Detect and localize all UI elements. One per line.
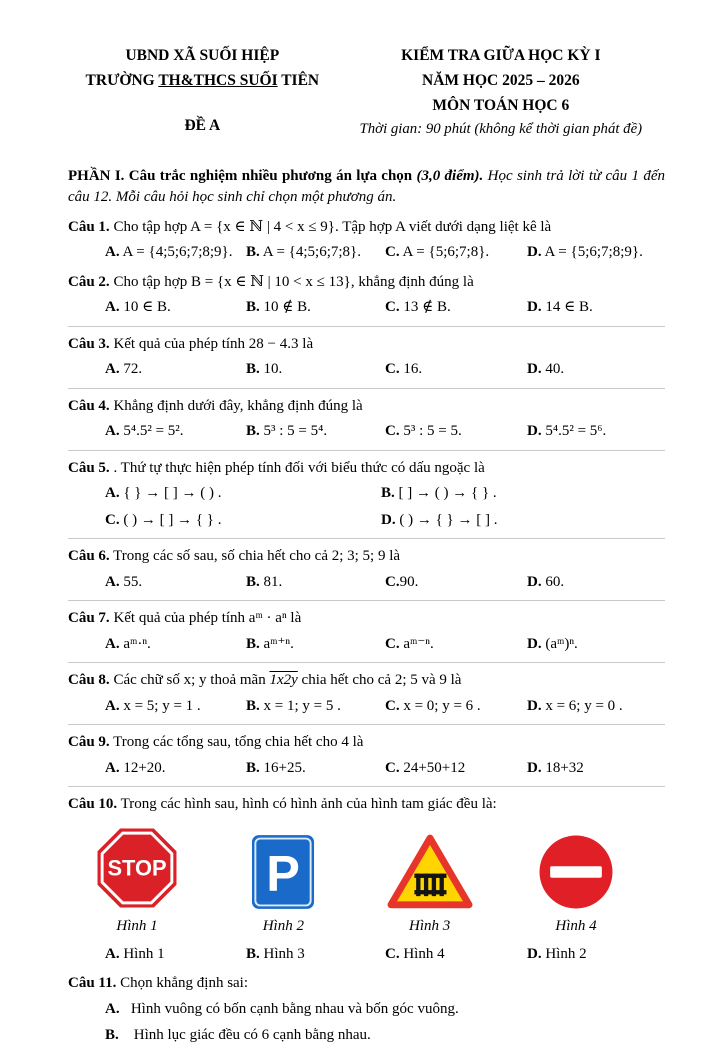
parking-sign-text: P: [266, 844, 301, 902]
option-letter: C.: [385, 635, 400, 652]
option-text: ( ) → [ ] → { } .: [123, 511, 222, 528]
parking-sign-icon: [251, 834, 315, 910]
option-text: 60.: [545, 573, 565, 590]
option-text: Hình lục giác đều có 6 cạnh bằng nhau.: [133, 1026, 371, 1043]
question-8: [68, 670, 665, 725]
part1-intro: [68, 166, 665, 209]
option-text: 24+50+12: [403, 759, 466, 776]
option-text: Hình 1: [123, 945, 165, 962]
option-d: [527, 571, 665, 594]
option-text: A = {5;6;7;8}.: [402, 244, 490, 261]
option-c: [385, 757, 523, 780]
question-7-options: [105, 633, 665, 656]
option-a: [105, 296, 242, 319]
question-1-stem: [68, 217, 665, 239]
option-c: [105, 509, 377, 532]
option-b: [246, 695, 381, 718]
option-text: aᵐ⁻ⁿ.: [403, 635, 434, 652]
figure-3: [371, 832, 489, 935]
option-text: x = 5; y = 1 .: [123, 697, 201, 714]
part1-points: (3,0 điểm).: [416, 168, 484, 185]
option-b: [246, 296, 381, 319]
question-5: [68, 458, 665, 539]
option-letter: B.: [246, 635, 260, 652]
option-letter: B.: [246, 361, 260, 378]
option-letter: A.: [105, 945, 120, 962]
question-text: Trong các hình sau, hình có hình ảnh của hình tam giác đều là:: [120, 795, 497, 812]
option-letter: D.: [527, 573, 542, 590]
header-left: [68, 44, 337, 142]
question-number: Câu 7.: [68, 609, 110, 626]
school-year: NĂM HỌC 2025 – 2026: [422, 71, 580, 89]
question-text: Cho tập hợp A = {x ∈ ℕ | 4 < x ≤ 9}. Tập hợp A viết dưới dạng liệt kê là: [113, 218, 552, 235]
option-text: 5⁴.5² = 5².: [123, 423, 184, 440]
option-letter: C.: [385, 697, 400, 714]
question-10-options: [105, 943, 665, 966]
figure-caption: Hình 2: [262, 917, 304, 934]
question-5-options: [105, 482, 665, 532]
question-2: [68, 272, 665, 327]
option-text: aᵐ·ⁿ.: [123, 635, 151, 652]
question-4-stem: [68, 396, 665, 418]
option-letter: D.: [381, 511, 396, 528]
question-text: Trong các tổng sau, tổng chia hết cho 4 là: [113, 733, 364, 750]
option-letter: B.: [246, 945, 260, 962]
option-text: Hình 4: [403, 945, 445, 962]
option-letter: B.: [246, 697, 260, 714]
option-d: [527, 757, 665, 780]
option-letter: B.: [105, 1026, 119, 1043]
question-number: Câu 11.: [68, 974, 117, 991]
question-number: Câu 6.: [68, 547, 110, 564]
option-text: Hình 3: [263, 945, 305, 962]
question-10: [68, 794, 665, 966]
option-text: 16+25.: [263, 759, 306, 776]
stop-sign-text: STOP: [107, 855, 167, 881]
option-text: 10 ∉ B.: [263, 299, 311, 316]
option-text: { } → [ ] → ( ) .: [123, 485, 222, 502]
option-letter: D.: [527, 423, 542, 440]
option-text: ( ) → { } → [ ] .: [399, 511, 498, 528]
question-2-options: [105, 296, 665, 319]
option-a: [105, 695, 242, 718]
exam-duration: Thời gian: 90 phút (không kể thời gian phát đề): [359, 121, 643, 138]
option-text: 40.: [545, 361, 565, 378]
no-entry-sign-icon: [538, 834, 614, 910]
question-5-stem: [68, 458, 665, 480]
option-letter: D.: [527, 635, 542, 652]
issuer-line: UBND XÃ SUỐI HIỆP: [125, 47, 280, 64]
option-letter: A.: [105, 244, 120, 261]
exam-code: ĐỀ A: [184, 116, 221, 134]
question-number: Câu 3.: [68, 335, 110, 352]
option-letter: A.: [105, 635, 120, 652]
figure-caption: Hình 3: [409, 917, 451, 934]
figure-caption: Hình 4: [555, 917, 597, 934]
figure-2: [224, 834, 342, 935]
question-text: Khẳng định dưới đây, khẳng định đúng là: [113, 397, 363, 414]
option-text: 5⁴.5² = 5⁶.: [545, 423, 607, 440]
option-text: 14 ∈ B.: [545, 299, 593, 316]
option-letter: B.: [246, 299, 260, 316]
question-number: Câu 4.: [68, 397, 110, 414]
option-text: 13 ∉ B.: [403, 299, 451, 316]
option-a: [105, 482, 377, 505]
figure-caption: Hình 1: [116, 917, 158, 934]
option-b: [246, 241, 381, 264]
option-text: x = 6; y = 0 .: [545, 697, 623, 714]
option-letter: B.: [246, 244, 260, 261]
header: [68, 44, 665, 142]
question-4: [68, 396, 665, 451]
question-text-pre: Các chữ số x; y thoả mãn: [113, 671, 270, 688]
question-6: [68, 546, 665, 601]
question-11-stem: [68, 973, 665, 995]
option-b: [246, 943, 381, 966]
option-letter: D.: [527, 299, 542, 316]
option-d: [527, 695, 665, 718]
option-text: 10 ∈ B.: [123, 299, 171, 316]
option-d: [527, 296, 665, 319]
question-11-options: [105, 998, 665, 1047]
option-text: 72.: [123, 361, 143, 378]
school-post: TIÊN: [277, 71, 320, 89]
question-text: Trong các số sau, số chia hết cho cả 2; 3; 5; 9 là: [113, 547, 401, 564]
option-letter: C.: [385, 759, 400, 776]
option-letter: B.: [381, 485, 395, 502]
option-letter: B.: [246, 423, 260, 440]
option-letter: A.: [105, 573, 120, 590]
question-1-options: [105, 241, 665, 264]
option-a: [105, 420, 242, 443]
option-letter: D.: [527, 697, 542, 714]
option-a: [105, 757, 242, 780]
question-8-stem: [68, 670, 665, 692]
option-a: [105, 998, 665, 1021]
option-b: [246, 757, 381, 780]
option-c: [385, 633, 523, 656]
option-letter: B.: [246, 573, 260, 590]
option-letter: C.: [385, 361, 400, 378]
option-letter: C.: [385, 573, 400, 590]
question-number: Câu 10.: [68, 795, 118, 812]
option-letter: D.: [527, 759, 542, 776]
question-10-stem: [68, 794, 665, 816]
option-a: [105, 241, 242, 264]
option-c: [385, 296, 523, 319]
option-text: 5³ : 5 = 5⁴.: [263, 423, 328, 440]
school-pre: TRƯỜNG: [85, 71, 159, 89]
question-number: Câu 8.: [68, 671, 110, 688]
question-9: [68, 732, 665, 787]
question-9-stem: [68, 732, 665, 754]
option-c: [385, 241, 523, 264]
option-letter: C.: [385, 244, 400, 261]
option-letter: C.: [385, 299, 400, 316]
option-letter: D.: [527, 244, 542, 261]
option-text: 55.: [123, 573, 143, 590]
question-text: . Thứ tự thực hiện phép tính đối với biểu thức có dấu ngoặc là: [113, 459, 485, 476]
question-2-stem: [68, 272, 665, 294]
option-letter: A.: [105, 1000, 120, 1017]
question-7: [68, 608, 665, 663]
question-number: Câu 9.: [68, 733, 110, 750]
question-number: Câu 2.: [68, 273, 110, 290]
option-text: A = {4;5;6;7;8}.: [262, 244, 361, 261]
question-3: [68, 334, 665, 389]
option-text: 16.: [403, 361, 423, 378]
option-text: A = {4;5;6;7;8;9}.: [122, 244, 233, 261]
option-text: 5³ : 5 = 5.: [403, 423, 462, 440]
option-text: 18+32: [545, 759, 584, 776]
option-a: [105, 358, 242, 381]
figure-4: [517, 834, 635, 935]
part1-instructions: Học sinh trả lời từ câu 1 đến câu 12. Mỗi câu hỏi học sinh chỉ chọn một phương án.: [68, 168, 665, 206]
question-number: Câu 5.: [68, 459, 110, 476]
option-a: [105, 571, 242, 594]
option-d: [527, 358, 665, 381]
option-b: [381, 482, 665, 505]
option-text: aᵐ⁺ⁿ.: [263, 635, 294, 652]
option-text: 81.: [263, 573, 283, 590]
school-underlined: TH&THCS SUỐI: [158, 71, 278, 89]
option-d: [527, 241, 665, 264]
option-d: [527, 420, 665, 443]
option-b: [246, 420, 381, 443]
option-text: A = {5;6;7;8;9}.: [544, 244, 643, 261]
option-letter: A.: [105, 485, 120, 502]
option-c: [385, 695, 523, 718]
option-text: 12+20.: [123, 759, 166, 776]
figure-1: [78, 826, 196, 935]
question-8-options: [105, 695, 665, 718]
school-line: [68, 69, 337, 94]
option-a: [105, 633, 242, 656]
stop-sign-icon: [95, 826, 179, 910]
option-letter: A.: [105, 697, 120, 714]
option-d: [527, 633, 665, 656]
option-c: [385, 571, 523, 594]
option-b: [105, 1024, 665, 1047]
option-d: [381, 509, 665, 532]
option-c: [385, 420, 523, 443]
option-text: [ ] → ( ) → { } .: [398, 485, 497, 502]
subject: MÔN TOÁN HỌC 6: [432, 96, 570, 114]
question-7-stem: [68, 608, 665, 630]
option-letter: C.: [105, 511, 120, 528]
option-text: 10.: [263, 361, 283, 378]
exam-title: KIỂM TRA GIỮA HỌC KỲ I: [401, 47, 601, 64]
option-text: Hình 2: [545, 945, 587, 962]
option-letter: C.: [385, 423, 400, 440]
option-letter: A.: [105, 423, 120, 440]
traffic-signs-row: [78, 826, 635, 935]
option-letter: B.: [246, 759, 260, 776]
option-letter: A.: [105, 759, 120, 776]
option-c: [385, 358, 523, 381]
option-b: [246, 633, 381, 656]
option-letter: A.: [105, 299, 120, 316]
option-text: 90.: [399, 573, 419, 590]
railway-crossing-sign-icon: [386, 832, 474, 910]
option-letter: C.: [385, 945, 400, 962]
question-text: Kết quả của phép tính 28 − 4.3 là: [113, 335, 314, 352]
option-text: x = 1; y = 5 .: [263, 697, 341, 714]
question-text: Cho tập hợp B = {x ∈ ℕ | 10 < x ≤ 13}, khẳng định đúng là: [113, 273, 474, 290]
part1-title: PHẦN I. Câu trắc nghiệm nhiều phương án lựa chọn: [68, 168, 417, 185]
option-text: x = 0; y = 6 .: [403, 697, 481, 714]
question-6-stem: [68, 546, 665, 568]
question-3-options: [105, 358, 665, 381]
overline-number: 1x2y: [269, 671, 298, 688]
question-4-options: [105, 420, 665, 443]
header-right: [337, 44, 665, 142]
option-b: [246, 358, 381, 381]
option-b: [246, 571, 381, 594]
question-text: Chọn khẳng định sai:: [120, 974, 249, 991]
question-9-options: [105, 757, 665, 780]
question-1: [68, 217, 665, 265]
option-d: [527, 943, 665, 966]
option-text: (aᵐ)ⁿ.: [545, 635, 578, 652]
question-number: Câu 1.: [68, 218, 110, 235]
option-text: Hình vuông có bốn cạnh bằng nhau và bốn góc vuông.: [130, 1000, 459, 1017]
question-text: Kết quả của phép tính aᵐ · aⁿ là: [113, 609, 302, 626]
question-text-post: chia hết cho cả 2; 5 và 9 là: [297, 671, 462, 688]
option-letter: D.: [527, 945, 542, 962]
question-3-stem: [68, 334, 665, 356]
option-c: [385, 943, 523, 966]
question-11: [68, 973, 665, 1047]
option-a: [105, 943, 242, 966]
question-6-options: [105, 571, 665, 594]
option-letter: D.: [527, 361, 542, 378]
option-letter: A.: [105, 361, 120, 378]
